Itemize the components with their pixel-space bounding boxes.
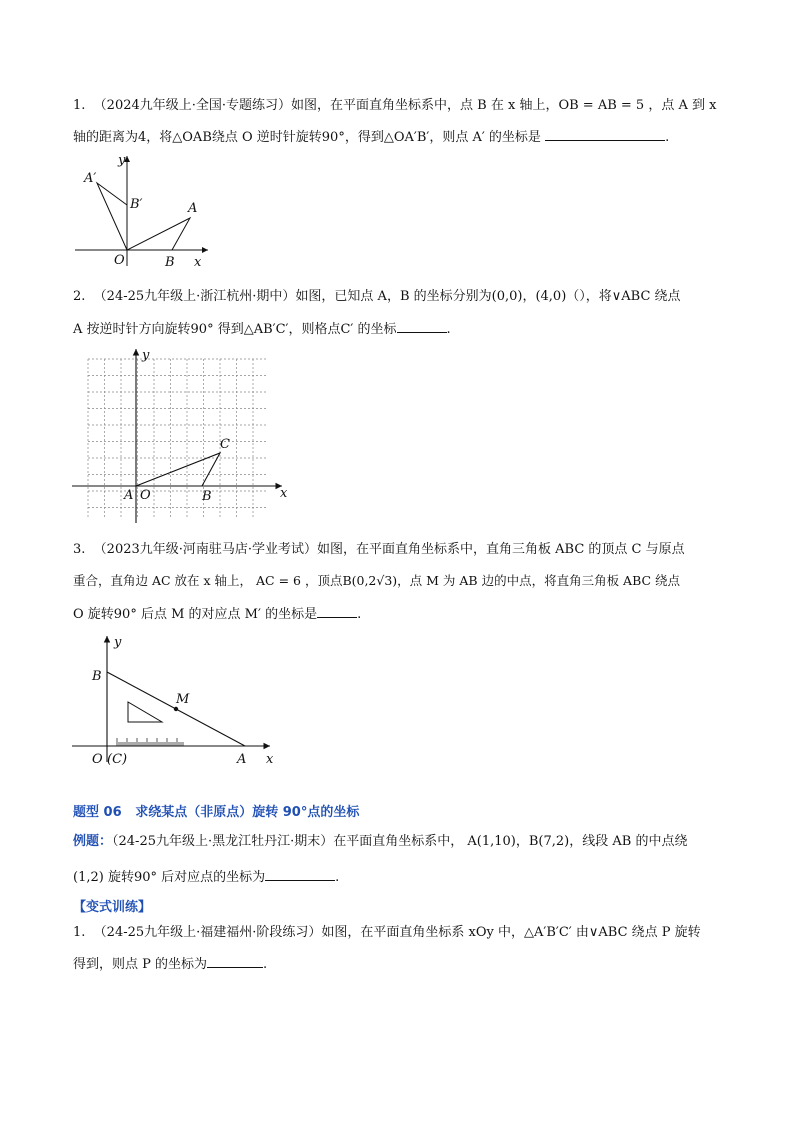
- figure-3: [70, 630, 290, 768]
- problem-1-line-1: [73, 97, 716, 115]
- end-mark: .: [665, 130, 670, 145]
- label-y: y: [114, 635, 122, 650]
- figure-2: [70, 345, 292, 525]
- example-line-2: [73, 866, 339, 887]
- label-m: M: [176, 692, 190, 707]
- label-x: x: [194, 255, 202, 270]
- label-c: (C): [107, 752, 128, 767]
- example-text: (1,2) 旋转90° 后对应点的坐标为: [73, 870, 266, 885]
- label-o: O: [92, 752, 103, 767]
- problem-source: （24-25九年级上·浙江杭州·期中）: [93, 289, 296, 304]
- problem-number: 2.: [73, 289, 86, 304]
- label-b: B: [165, 255, 175, 270]
- variant-line-1: [73, 924, 701, 942]
- problem-text: 重合，直角边 AC 放在 x 轴上， AC = 6 ，顶点B(0,2√3)，点 M 为 AB 边的中点，将直角三角板 ABC 绕点: [73, 573, 681, 588]
- example-text: 在平面直角坐标系中， A(1,10)，B(7,2)，线段 AB 的中点绕: [333, 834, 688, 849]
- label-a: A: [124, 488, 134, 503]
- label-a-prime: A′: [84, 171, 97, 186]
- triangle-oab: [127, 218, 190, 250]
- label-b: B: [92, 669, 102, 684]
- label-o: O: [114, 253, 125, 268]
- problem-text: 轴的距离为4，将△OAB绕点 O 逆时针旋转90°，得到△OA′B′，则点 A′ 的坐标是: [73, 130, 541, 145]
- section-tag: 题型 06: [73, 805, 122, 820]
- problem-source: （2023九年级·河南驻马店·学业考试）: [93, 542, 318, 557]
- label-y: y: [142, 348, 150, 363]
- answer-blank[interactable]: [317, 603, 357, 618]
- end-mark: .: [263, 957, 268, 972]
- problem-3-line-2: [73, 572, 680, 590]
- triangle-hole: [128, 702, 162, 722]
- end-mark: .: [446, 322, 451, 337]
- problem-text: A 按逆时针方向旋转90° 得到△AB′C′，则格点C′ 的坐标: [73, 322, 397, 337]
- problem-number: 3.: [73, 542, 86, 557]
- problem-3-line-1: [73, 541, 685, 559]
- label-b-prime: B′: [130, 197, 143, 212]
- label-y: y: [118, 153, 126, 168]
- problem-text: 如图，已知点 A，B 的坐标分别为(0,0)，(4,0)（），将∨ABC 绕点: [295, 289, 681, 304]
- section-heading: [73, 801, 359, 820]
- example-line-1: [73, 833, 687, 851]
- triangle-oa1b1: [97, 183, 127, 250]
- label-a: A: [188, 201, 198, 216]
- label-a: A: [237, 752, 247, 767]
- problem-number: 1.: [73, 98, 86, 113]
- variant-text: 如图，在平面直角坐标系 xOy 中，△A′B′C′ 由∨ABC 绕点 P 旋转: [321, 925, 701, 940]
- variant-text: 得到，则点 P 的坐标为: [73, 957, 208, 972]
- problem-2-line-2: [73, 318, 451, 339]
- problem-2-line-1: [73, 288, 681, 306]
- answer-blank[interactable]: [545, 126, 665, 141]
- label-c: C: [220, 437, 230, 452]
- problem-3-line-3: [73, 603, 361, 624]
- grid: [88, 359, 268, 519]
- point-m: [174, 707, 178, 711]
- problem-text: 如图，在平面直角坐标系中，直角三角板 ABC 的顶点 C 与原点: [317, 542, 685, 557]
- answer-blank[interactable]: [397, 318, 447, 333]
- section-title: 求绕某点（非原点）旋转 90°点的坐标: [135, 805, 360, 820]
- problem-text: 如图，在平面直角坐标系中，点 B 在 x 轴上，OB = AB = 5 ，点 A 到 x: [291, 98, 717, 113]
- figure-1: [70, 148, 220, 270]
- label-x: x: [280, 486, 288, 501]
- answer-blank[interactable]: [265, 866, 335, 881]
- label-x: x: [266, 752, 274, 767]
- ruler-ticks: [117, 738, 183, 746]
- variant-source: （24-25九年级上·福建福州·阶段练习）: [93, 925, 322, 940]
- variant-label: 【变式训练】: [73, 900, 152, 915]
- problem-source: （2024九年级上·全国·专题练习）: [93, 98, 292, 113]
- problem-1-line-2: [73, 126, 669, 147]
- end-mark: .: [335, 870, 340, 885]
- problem-text: O 旋转90° 后点 M 的对应点 M′ 的坐标是: [73, 607, 318, 622]
- label-o: O: [140, 488, 151, 503]
- variant-line-2: [73, 953, 267, 974]
- example-label: 例题：: [73, 834, 113, 849]
- answer-blank[interactable]: [207, 953, 263, 968]
- end-mark: .: [357, 607, 362, 622]
- problem-number: 1.: [73, 925, 86, 940]
- label-b: B: [202, 489, 212, 504]
- example-source: （24-25九年级上·黑龙江牡丹江·期末）: [112, 834, 334, 849]
